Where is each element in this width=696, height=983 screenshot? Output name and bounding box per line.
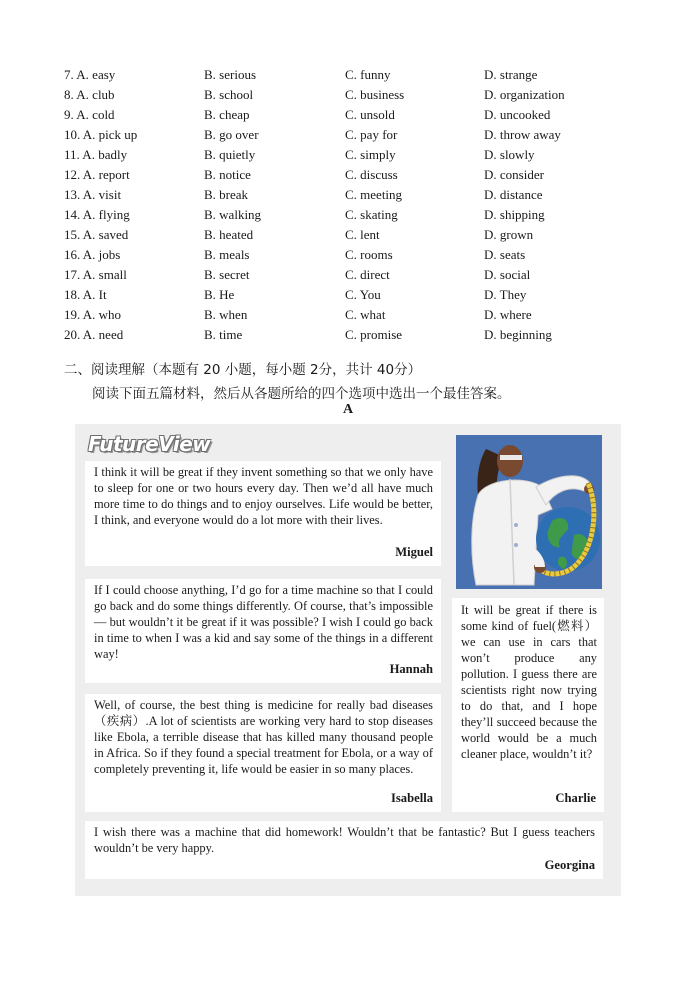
option-row: [64, 166, 624, 186]
comment-text-charlie: It will be great if there is some kind of fuel(燃料）we can use in cars that won’t produce any pollution. I guess there are scientists right now trying to do that, and I hope they’ll succeed because the world would be a much cleaner place, wouldn’t it?: [461, 603, 597, 761]
comment-text-isabella: Well, of course, the best thing is medicine for really bad diseases（疾病）.A lot of scientists are working very hard to stop diseases like Ebola, a terrible disease that has killed many thousand people in Africa. So if they found a special treatment for Ebola, or a way of completely preventing it, life would be easier in so many places.: [94, 698, 433, 776]
option-c: C. You: [345, 287, 381, 302]
comment-box-georgina: [85, 821, 603, 879]
option-b: B. school: [204, 87, 254, 102]
comment-text-miguel: I think it will be great if they invent something so that we only have to sleep for one or two hours every day. Then we’d all have much more time to do things and to enjoy ourselves. Life would be better, I think, and everyone would do a lot more with their lives.: [94, 465, 433, 527]
option-c: C. funny: [345, 67, 391, 82]
option-d: D. strange: [484, 67, 538, 82]
section-title: 二、阅读理解（本题有 20 小题，每小题 2分，共计 40分）: [64, 362, 422, 378]
option-b: B. heated: [204, 227, 254, 242]
comment-box-isabella: [85, 694, 441, 812]
option-b: B. secret: [204, 267, 250, 282]
option-c: C. unsold: [345, 107, 395, 122]
option-b: B. time: [204, 327, 243, 342]
option-c: C. promise: [345, 327, 403, 342]
option-c: C. what: [345, 307, 386, 322]
option-d: D. shipping: [484, 207, 545, 222]
option-d: D. organization: [484, 87, 565, 102]
option-c: C. rooms: [345, 247, 393, 262]
option-row: [64, 206, 624, 226]
option-row: [64, 226, 624, 246]
option-b: B. go over: [204, 127, 259, 142]
option-c: C. meeting: [345, 187, 403, 202]
option-row: [64, 86, 624, 106]
option-a: 9. A. cold: [64, 107, 115, 122]
section-instruction: 阅读下面五篇材料，然后从各题所给的四个选项中选出一个最佳答案。: [92, 386, 511, 402]
option-b: B. serious: [204, 67, 256, 82]
option-b: B. walking: [204, 207, 262, 222]
option-c: C. business: [345, 87, 405, 102]
option-b: B. notice: [204, 167, 251, 182]
option-row: [64, 326, 624, 346]
comment-box-hannah: [85, 579, 441, 683]
comment-author-isabella: Isabella: [391, 791, 433, 805]
option-b: B. cheap: [204, 107, 250, 122]
answer-options-list: [64, 66, 624, 346]
option-row: [64, 286, 624, 306]
option-d: D. throw away: [484, 127, 561, 142]
option-a: 14. A. flying: [64, 207, 130, 222]
option-d: D. consider: [484, 167, 544, 182]
option-d: D. uncooked: [484, 107, 551, 122]
option-d: D. distance: [484, 187, 543, 202]
option-d: D. seats: [484, 247, 526, 262]
comment-author-georgina: Georgina: [544, 858, 595, 872]
option-a: 12. A. report: [64, 167, 130, 182]
option-a: 19. A. who: [64, 307, 122, 322]
option-a: 13. A. visit: [64, 187, 122, 202]
comment-author-charlie: Charlie: [555, 791, 596, 805]
option-row: [64, 126, 624, 146]
option-c: C. simply: [345, 147, 396, 162]
option-d: D. social: [484, 267, 531, 282]
option-a: 16. A. jobs: [64, 247, 121, 262]
option-c: C. discuss: [345, 167, 398, 182]
option-a: 8. A. club: [64, 87, 115, 102]
comment-author-miguel: Miguel: [395, 545, 433, 559]
passage-label: A: [342, 402, 354, 417]
option-d: D. slowly: [484, 147, 535, 162]
option-a: 10. A. pick up: [64, 127, 138, 142]
option-d: D. where: [484, 307, 532, 322]
option-row: [64, 146, 624, 166]
option-row: [64, 106, 624, 126]
option-a: 11. A. badly: [64, 147, 128, 162]
option-a: 15. A. saved: [64, 227, 129, 242]
scientist-globe-illustration: [456, 435, 602, 589]
future-view-logo: FutureView: [88, 432, 211, 456]
option-b: B. He: [204, 287, 235, 302]
option-a: 17. A. small: [64, 267, 127, 282]
comment-text-georgina: I wish there was a machine that did homework! Wouldn’t that be fantastic? But I guess teachers wouldn’t be very happy.: [94, 825, 595, 855]
option-d: D. They: [484, 287, 527, 302]
option-row: [64, 266, 624, 286]
comment-box-miguel: [85, 461, 441, 566]
option-c: C. skating: [345, 207, 398, 222]
option-d: D. beginning: [484, 327, 552, 342]
comment-box-charlie: [452, 598, 604, 812]
option-a: 20. A. need: [64, 327, 124, 342]
option-row: [64, 246, 624, 266]
option-c: C. pay for: [345, 127, 398, 142]
option-b: B. quietly: [204, 147, 256, 162]
option-b: B. when: [204, 307, 248, 322]
option-row: [64, 306, 624, 326]
option-a: 7. A. easy: [64, 67, 116, 82]
option-b: B. break: [204, 187, 249, 202]
option-b: B. meals: [204, 247, 250, 262]
comment-author-hannah: Hannah: [389, 662, 433, 676]
option-a: 18. A. It: [64, 287, 107, 302]
option-c: C. direct: [345, 267, 390, 282]
option-row: [64, 66, 624, 86]
comment-text-hannah: If I could choose anything, I’d go for a time machine so that I could go back and do some things differently. Of course, that’s impossible — but wouldn’t it be great if it was possible? I wish I could go back in time to when I was a kid and say some of the things in a different way!: [94, 583, 433, 661]
option-c: C. lent: [345, 227, 380, 242]
option-d: D. grown: [484, 227, 534, 242]
option-row: [64, 186, 624, 206]
